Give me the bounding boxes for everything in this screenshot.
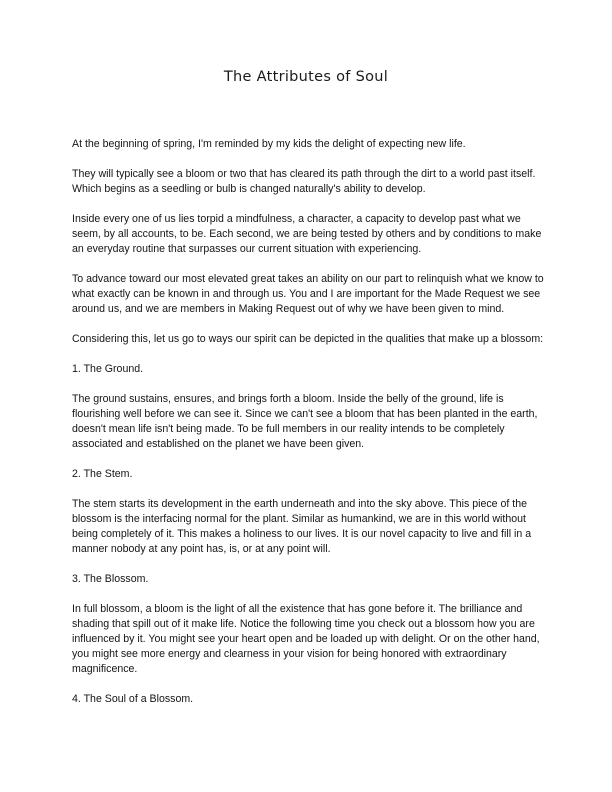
- paragraph-bloom: They will typically see a bloom or two that has cleared its path through the dirt to a world past itself. Which begins as a seedling or bulb is changed naturally's ability to develop.: [72, 168, 536, 195]
- section-heading-soul: 4. The Soul of a Blossom.: [72, 693, 194, 705]
- section-heading-stem: 2. The Stem.: [72, 468, 133, 480]
- paragraph-blossom: In full blossom, a bloom is the light of all the existence that has gone before it. The brilliance and shading that spill out of it make life. Notice the following time you check out a blossom how you are influenced by it. You might see your heart open and be loaded up with delight. Or on the other hand, you might see more energy and clearness in your vision for being honored with extraordinary magnificence.: [72, 603, 540, 675]
- paragraph-stem: The stem starts its development in the earth underneath and into the sky above. This piece of the blossom is the interfacing normal for the plant. Similar as humankind, we are in this world without being completely of it. This makes a holiness to our lives. It is our novel capacity to live and fill in a manner nobody at any point has, is, or at any point will.: [72, 498, 532, 555]
- document-title: The Attributes of Soul: [223, 69, 389, 85]
- paragraph-ground: The ground sustains, ensures, and brings forth a bloom. Inside the belly of the ground, life is flourishing well before we can see it. Since we can't see a bloom that has been planted in the earth, doesn't mean life isn't being made. To be full members in our reality intends to be completely associated and established on the planet we have been given.: [72, 393, 538, 450]
- paragraph-intro: At the beginning of spring, I'm reminded by my kids the delight of expecting new life.: [72, 138, 466, 150]
- document-body: [72, 137, 544, 722]
- section-heading-ground: 1. The Ground.: [72, 363, 144, 375]
- paragraph-inside: Inside every one of us lies torpid a mindfulness, a character, a capacity to develop past what we seem, by all accounts, to be. Each second, we are being tested by others and by conditions to make an everyday routine that surpasses our current situation with experiencing.: [72, 213, 542, 255]
- paragraph-considering: Considering this, let us go to ways our spirit can be depicted in the qualities that make up a blossom:: [72, 333, 544, 345]
- section-heading-blossom: 3. The Blossom.: [72, 573, 149, 585]
- paragraph-advance: To advance toward our most elevated great takes an ability on our part to relinquish what we know to what exactly can be known in and through us. You and I are important for the Made Request we see around us, and we are members in Making Request out of why we have been given to mind.: [72, 273, 544, 315]
